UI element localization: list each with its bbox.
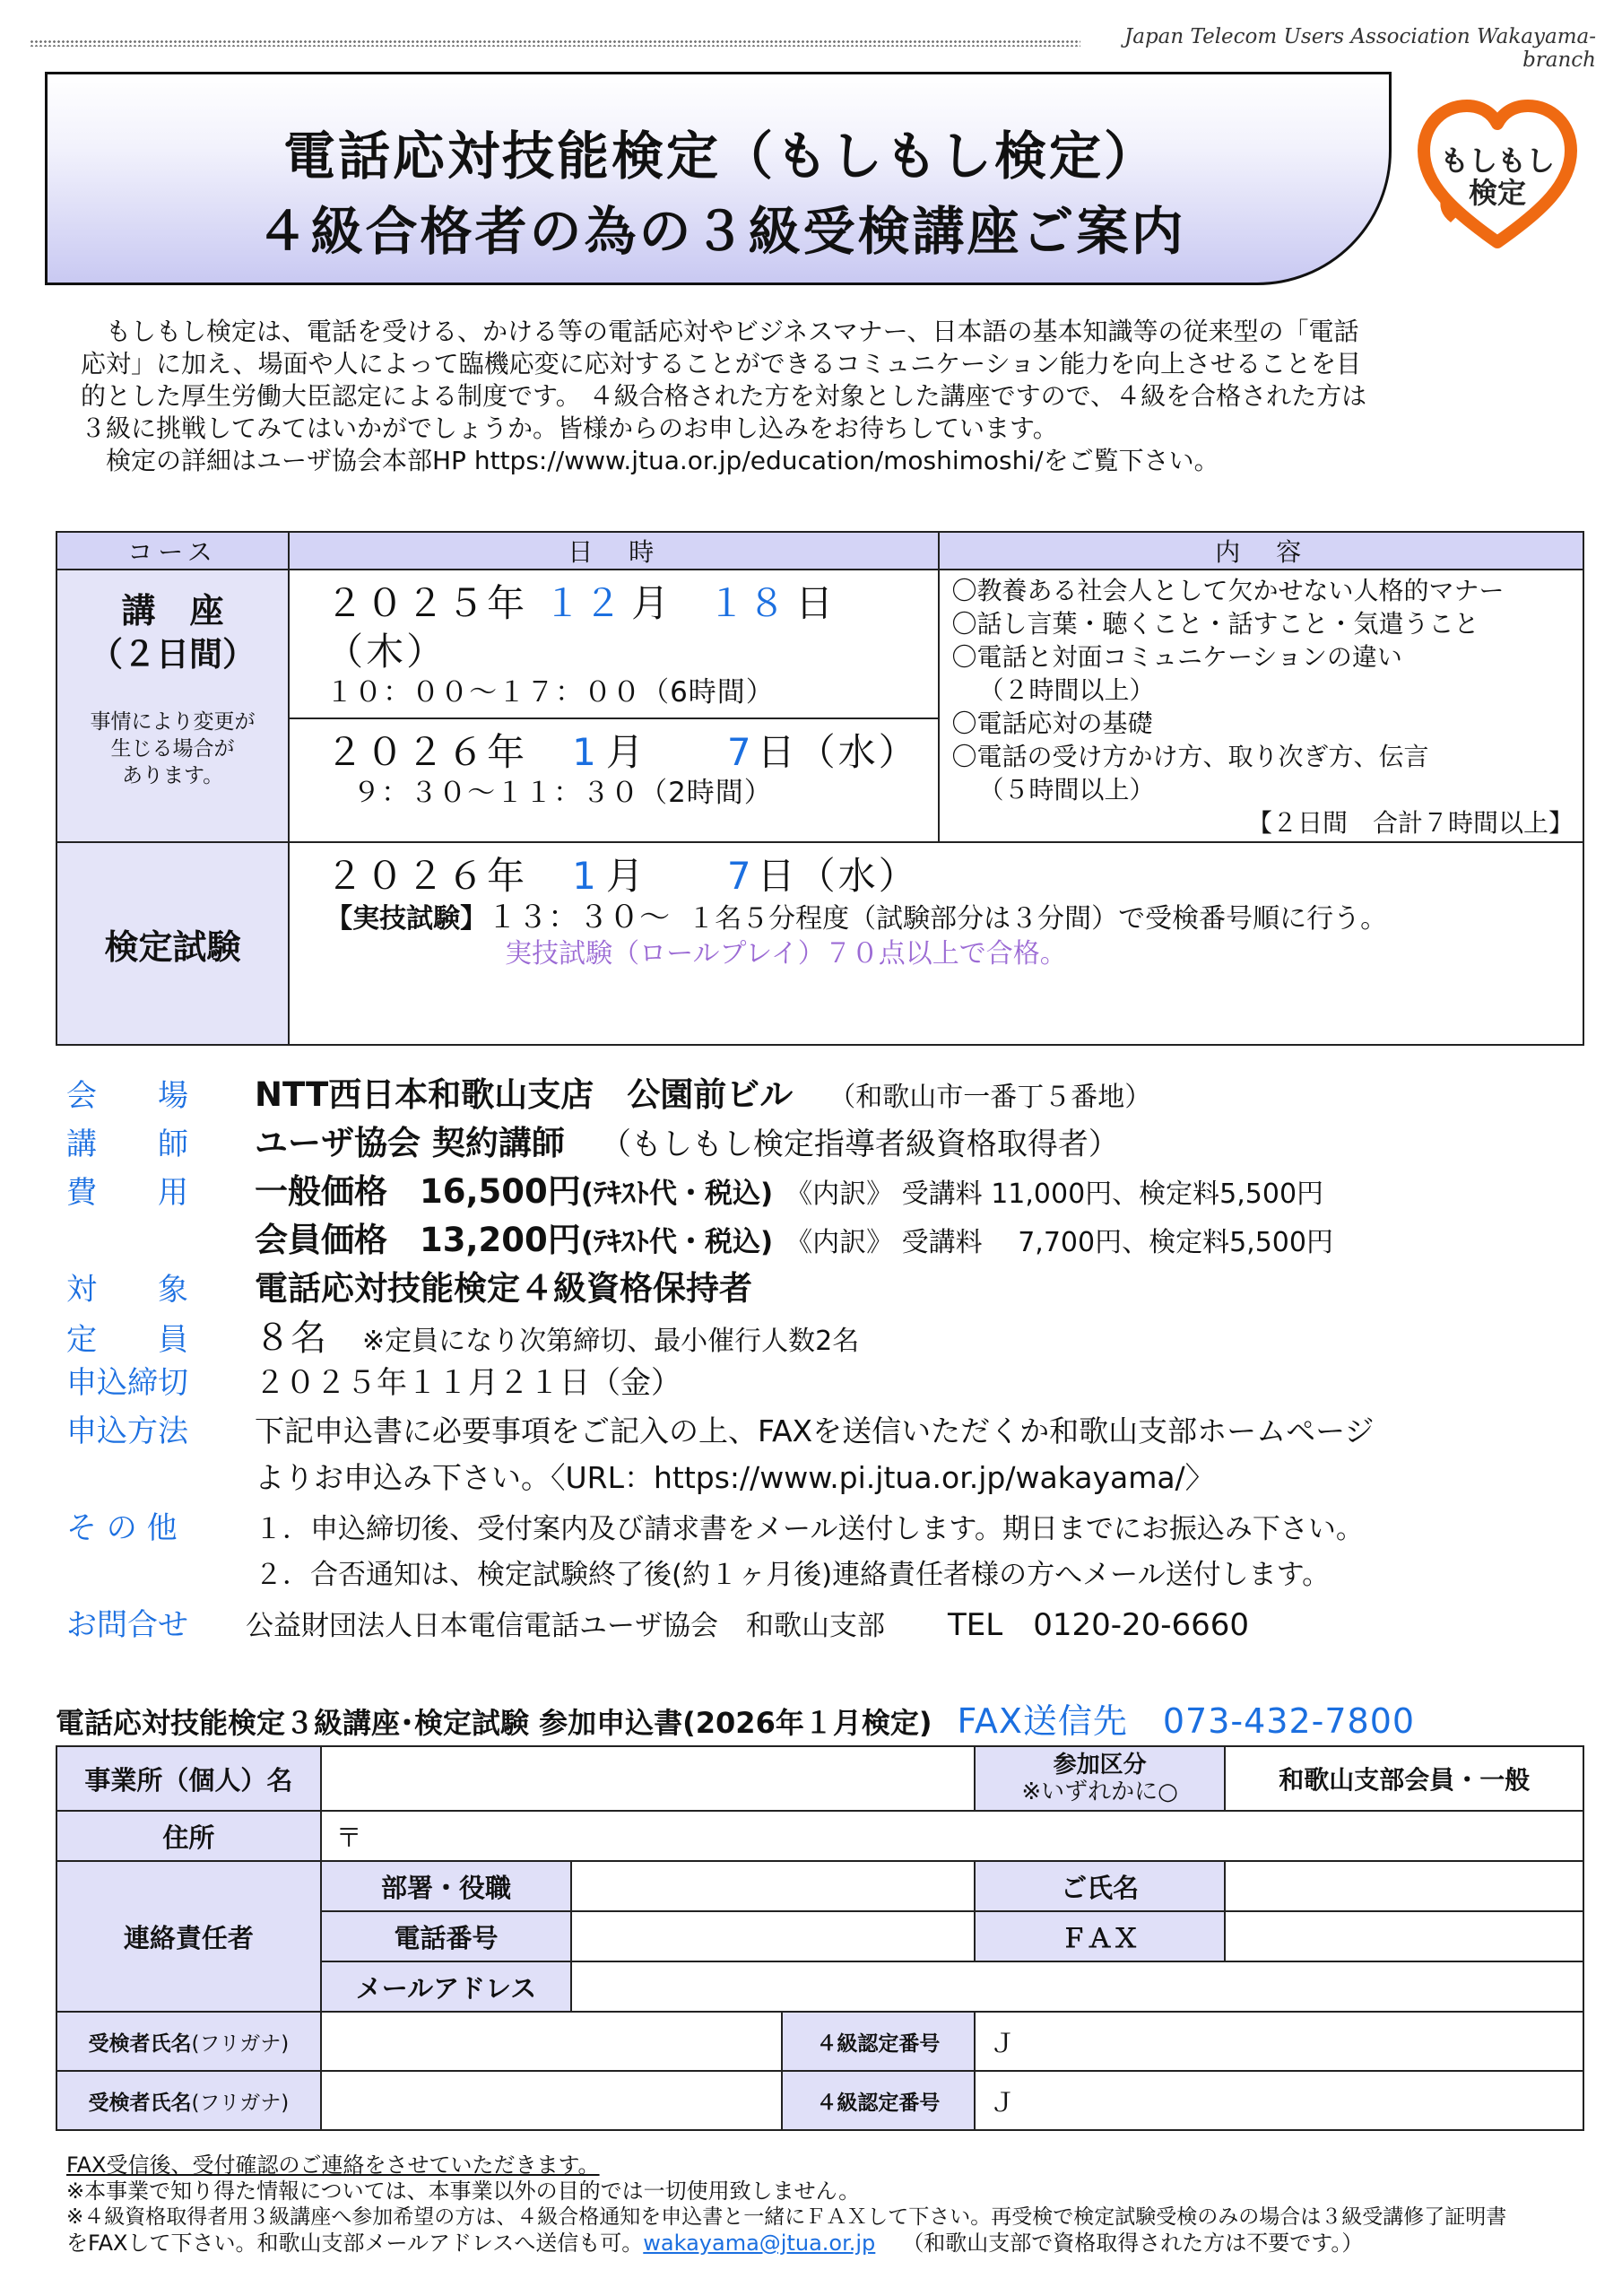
cert-label: ４級認定番号 — [782, 2071, 975, 2130]
venue-address: （和歌山市一番丁５番地） — [828, 1082, 1152, 1113]
deadline-value: ２０２５年１１月２１日（金） — [255, 1365, 681, 1401]
capacity-row — [66, 1309, 1591, 1358]
course-note-line-1: 事情により変更が — [90, 710, 256, 734]
fee-member-breakdown: 《内訳》 受講料 7,700円、検定料5,500円 — [785, 1227, 1333, 1258]
capacity-note: ※定員になり次第締切、最小催行人数2名 — [362, 1326, 860, 1357]
day1-day: １８ — [707, 581, 789, 625]
content-item: 〇電話と対面コミュニケーションの違い — [951, 642, 1402, 672]
name-input[interactable] — [1225, 1861, 1583, 1911]
logo-text-2: 検定 — [1468, 176, 1527, 210]
lecturer-label: 講 師 — [66, 1126, 188, 1162]
examinee-label — [56, 2071, 321, 2130]
moshimoshi-logo — [1417, 99, 1578, 251]
email-input[interactable] — [571, 1961, 1583, 2012]
content-item: 〇教養ある社会人として欠かせない人格的マナー — [951, 576, 1505, 605]
content-item: 〇電話の受け方かけ方、取り次ぎ方、伝言 — [951, 742, 1429, 771]
fee-general-row — [66, 1164, 1591, 1213]
course-cell — [56, 570, 289, 842]
exam-month-unit: 月 — [605, 854, 646, 898]
dept-label: 部署・役職 — [321, 1861, 572, 1911]
day1-date — [325, 579, 937, 676]
venue-label: 会 場 — [66, 1078, 188, 1114]
content-item: （２時間以上） — [978, 675, 1155, 705]
content-cell — [939, 570, 1583, 842]
email-link[interactable]: wakayama@jtua.or.jp — [643, 2231, 876, 2256]
fee-member-value: 13,200円 — [420, 1221, 581, 1259]
day2-month: 1 — [572, 729, 599, 774]
lecturer-value: ユーザ協会 契約講師 — [255, 1124, 565, 1162]
deadline-label: 申込締切 — [66, 1365, 188, 1401]
target-value: 電話応対技能検定４級資格保持者 — [255, 1269, 752, 1308]
exam-practical — [325, 900, 1583, 936]
exam-name: 検定試験 — [104, 926, 241, 967]
fax-input[interactable] — [1225, 1911, 1583, 1961]
day2-day-unit: 日（水） — [757, 729, 919, 774]
title-line-2: ４級合格者の為の３級受検講座ご案内 — [256, 201, 1186, 262]
fee-member-label: 会員価格 — [255, 1221, 387, 1259]
examinee-name-input[interactable] — [321, 2012, 782, 2071]
note-line-2: ※本事業で知り得た情報については、本事業以外の目的では一切使用致しません。 — [66, 2179, 861, 2204]
capacity-value: ８名 — [255, 1318, 326, 1359]
association-name: Japan Telecom Users Association Wakayama-branch — [1124, 25, 1596, 72]
intro-line-1: もしもし検定は、電話を受ける、かける等の電話応対やビジネスマナー、日本語の基本知識等の従来型の「電話 — [106, 317, 1359, 346]
fee-tax-note: (ﾃｷｽﾄ代・税込) — [580, 1226, 774, 1258]
phone-input[interactable] — [571, 1911, 974, 1961]
examinee-label-text: 受検者氏名 — [88, 2091, 192, 2115]
day1-month-unit: 月 — [631, 581, 672, 625]
furigana-label: (フリガナ) — [191, 2031, 290, 2056]
fee-member-row — [66, 1213, 1591, 1261]
content-item: （５時間以上） — [978, 775, 1155, 804]
method-row — [66, 1406, 1591, 1455]
day1-time: １０：００～１７：００（6時間） — [325, 676, 775, 709]
contact-value: 公益財団法人日本電信電話ユーザ協会 和歌山支部 — [246, 1610, 885, 1642]
day2-date — [325, 728, 937, 777]
title-banner — [45, 72, 1392, 285]
day2-year: ２０２６年 — [325, 729, 528, 774]
address-label: 住所 — [56, 1811, 321, 1861]
practical-label: 【実技試験】 — [325, 903, 488, 935]
capacity-label: 定 員 — [66, 1322, 188, 1358]
lecturer-row — [66, 1116, 1591, 1164]
target-label: 対 象 — [66, 1272, 188, 1308]
fee-label: 費 用 — [66, 1175, 188, 1211]
cert-input[interactable]: Ｊ — [975, 2012, 1583, 2071]
other-line-2: ２．合否通知は、検定試験終了後(約１ヶ月後)連絡責任者様の方へメール送付します。 — [255, 1559, 1331, 1591]
application-fax: FAX送信先 073-432-7800 — [957, 1701, 1416, 1741]
other-row-2 — [66, 1552, 1591, 1600]
dept-input[interactable] — [571, 1861, 974, 1911]
header-course: コース — [56, 532, 289, 570]
practical-note: １名５分程度（試験部分は３分間）で受検番号順に行う。 — [688, 903, 1388, 935]
course-row-1 — [56, 570, 1583, 718]
contact-row — [66, 1600, 1591, 1648]
venue-row — [66, 1067, 1591, 1116]
content-item: 〇話し言葉・聴くこと・話すこと・気遣うこと — [951, 609, 1479, 639]
name-label: ご氏名 — [975, 1861, 1226, 1911]
exam-year: ２０２６年 — [325, 854, 528, 898]
exam-month: 1 — [572, 854, 599, 898]
examinee-label — [56, 2012, 321, 2071]
intro-line-4: ３級に挑戦してみてはいかがでしょうか。皆様からのお申し込みをお待ちしています。 — [81, 413, 1058, 443]
title-line-1: 電話応対技能検定（もしもし検定） — [282, 126, 1158, 187]
note-line-4 — [66, 2231, 1600, 2257]
application-title-text: 電話応対技能検定３級講座･検定試験 参加申込書(2026年１月検定) — [56, 1706, 932, 1740]
logo-text-1: もしもし — [1439, 144, 1556, 178]
form-row-office — [56, 1746, 1583, 1811]
note-line-4-suffix: （和歌山支部で資格取得された方は不要です。） — [902, 2231, 1364, 2256]
fee-general-breakdown: 《内訳》 受講料 11,000円、検定料5,500円 — [785, 1178, 1324, 1210]
day1-year: ２０２５年 — [325, 581, 528, 625]
method-line-2: よりお申込み下さい。〈URL：https://www.pi.jtua.or.jp/wakayama/〉 — [255, 1460, 1215, 1495]
exam-date — [325, 852, 1583, 900]
other-label: そ の 他 — [66, 1510, 178, 1546]
course-note-line-2: 生じる場合が — [110, 737, 235, 761]
contact-tel: TEL 0120-20-6660 — [948, 1607, 1250, 1643]
intro-line-5: 検定の詳細はユーザ協会本部HP https://www.jtua.or.jp/education/moshimoshi/をご覧下さい。 — [106, 446, 1219, 475]
day2-month-unit: 月 — [605, 729, 646, 774]
form-row-examinee-2 — [56, 2071, 1583, 2130]
course-note-line-3: あります。 — [121, 764, 224, 787]
office-input[interactable] — [321, 1746, 975, 1811]
content-item: 〇電話応対の基礎 — [951, 709, 1153, 738]
heart-phone-icon — [1417, 99, 1578, 251]
note-line-1: FAX受信後、受付確認のご連絡をさせていただきます。 — [66, 2152, 600, 2178]
form-row-dept — [56, 1861, 1583, 1911]
day2-cell — [289, 718, 938, 842]
email-label: メールアドレス — [321, 1961, 572, 2012]
category-label-line-2: ※いずれかに○ — [1021, 1779, 1178, 1805]
course-note — [57, 709, 288, 789]
examinee-label-text: 受検者氏名 — [88, 2031, 192, 2056]
other-row — [66, 1503, 1591, 1552]
day1-day-unit: 日（木） — [325, 581, 837, 674]
exam-row — [56, 842, 1583, 1045]
cert-label: ４級認定番号 — [782, 2012, 975, 2071]
header-datetime: 日 時 — [289, 532, 938, 570]
contact-label: お問合せ — [66, 1607, 188, 1643]
method-label: 申込方法 — [66, 1413, 188, 1449]
cert-input[interactable]: Ｊ — [975, 2071, 1583, 2130]
application-form — [56, 1745, 1584, 2131]
application-title — [56, 1693, 1589, 1743]
fee-tax-note: (ﾃｷｽﾄ代・税込) — [580, 1178, 774, 1210]
office-label: 事業所（個人）名 — [56, 1746, 321, 1811]
category-label-line-1: 参加区分 — [1053, 1752, 1147, 1779]
category-choice[interactable]: 和歌山支部会員・一般 — [1225, 1746, 1583, 1811]
practical-time: １３：３０～ — [487, 900, 671, 935]
intro-text — [81, 316, 1569, 477]
intro-line-2: 応対」に加え、場面や人によって臨機応変に応対することができるコミュニケーション能力を向上させることを目 — [81, 349, 1362, 378]
contact-person-label: 連絡責任者 — [56, 1861, 321, 2012]
method-line-1: 下記申込書に必要事項をご記入の上、FAXを送信いただくか和歌山支部ホームページ — [255, 1413, 1375, 1448]
footer-notes — [66, 2152, 1600, 2257]
fax-label: ＦＡＸ — [975, 1911, 1226, 1961]
course-days: （２日間） — [90, 635, 256, 674]
target-row — [66, 1261, 1591, 1309]
dotted-rule — [30, 39, 1080, 47]
day2-day: 7 — [726, 729, 754, 774]
day1-cell — [289, 570, 938, 718]
form-row-examinee-1 — [56, 2012, 1583, 2071]
course-name: 講 座 — [121, 591, 224, 631]
note-line-4-prefix: をFAXして下さい。和歌山支部メールアドレスへ送信も可。 — [66, 2231, 644, 2256]
phone-label: 電話番号 — [321, 1911, 572, 1961]
venue-value: NTT西日本和歌山支店 公園前ビル — [255, 1075, 794, 1114]
header-content: 内 容 — [939, 532, 1583, 570]
event-details — [66, 1067, 1591, 1648]
content-total: 【２日間 合計７時間以上】 — [1246, 808, 1574, 838]
exam-day-unit: 日（水） — [757, 854, 919, 898]
method-row-2 — [66, 1455, 1591, 1503]
schedule-table — [56, 531, 1584, 1046]
exam-day: 7 — [726, 854, 754, 898]
form-row-address — [56, 1811, 1583, 1861]
note-line-3: ※４級資格取得者用３級講座へ参加希望の方は、４級合格通知を申込書と一緒にＦＡＸして下さい。再受検で検定試験受検のみの場合は３級受講修了証明書 — [66, 2205, 1507, 2229]
category-label — [975, 1746, 1226, 1811]
address-input[interactable]: 〒 — [321, 1811, 1583, 1861]
furigana-label: (フリガナ) — [191, 2091, 290, 2115]
other-line-1: １．申込締切後、受付案内及び請求書をメール送付します。期日までにお振込み下さい。 — [255, 1513, 1364, 1545]
lecturer-note: （もしもし検定指導者級資格取得者） — [600, 1126, 1119, 1162]
examinee-name-input[interactable] — [321, 2071, 782, 2130]
exam-cell — [56, 842, 289, 1045]
pass-note: 実技試験（ロールプレイ）７０点以上で合格。 — [505, 938, 1067, 970]
day2-time: ９：３０～１１：３０（2時間） — [352, 776, 773, 809]
fee-general-value: 16,500円 — [420, 1172, 581, 1211]
day1-month: １２ — [543, 581, 625, 625]
exam-detail-cell — [289, 842, 1583, 1045]
deadline-row — [66, 1358, 1591, 1406]
intro-line-3: 的とした厚生労働大臣認定による制度です。 ４級合格された方を対象とした講座ですので、４級を合格された方は — [81, 381, 1367, 411]
fee-general-label: 一般価格 — [255, 1172, 387, 1211]
schedule-header-row — [56, 532, 1583, 570]
